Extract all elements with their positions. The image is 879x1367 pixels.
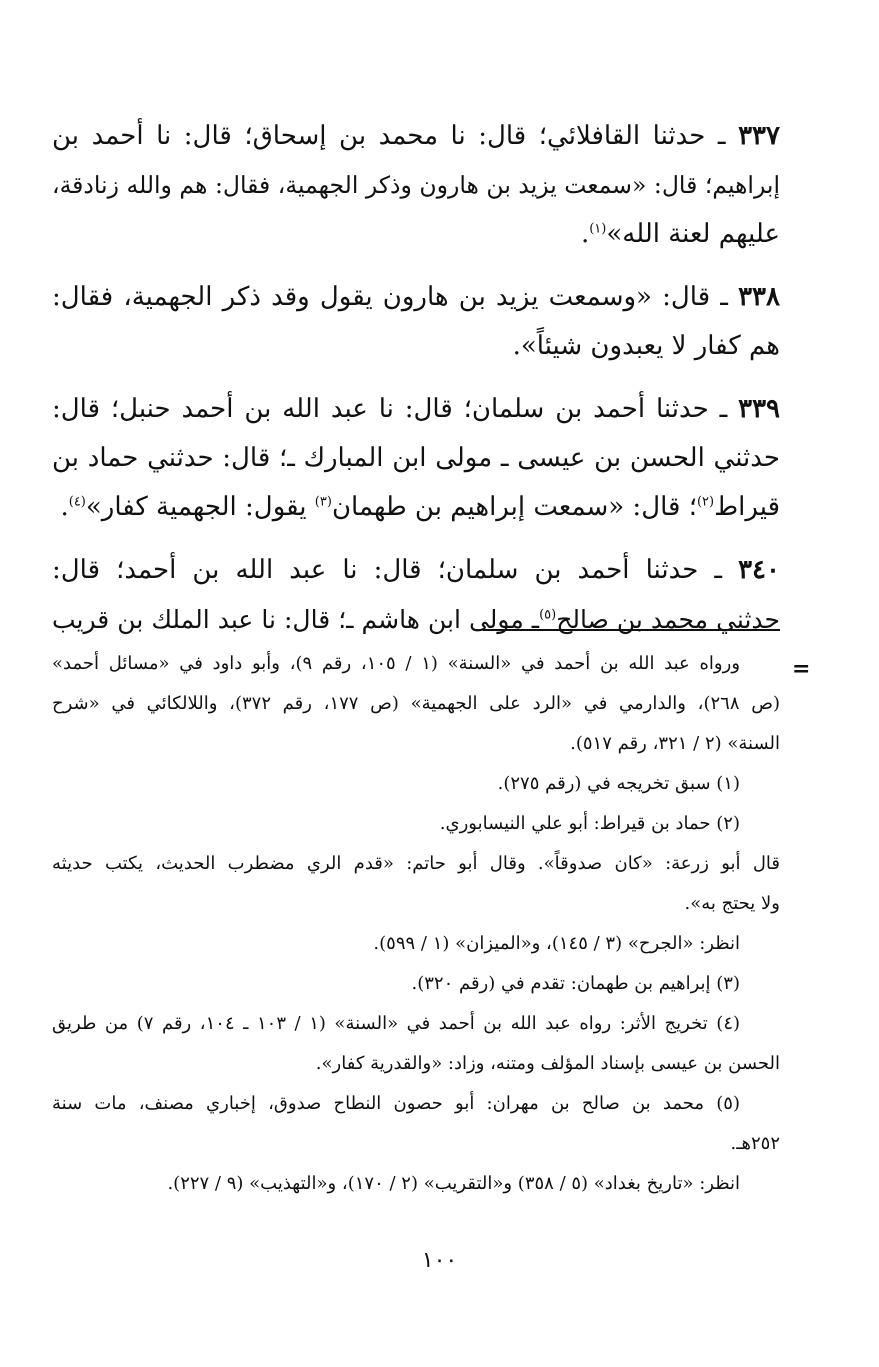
footnote-line: (٢) حماد بن قيراط: أبو علي النيسابوري. [439, 813, 740, 834]
footnote-line: (٥) محمد بن صالح بن مهران: أبو حصون النطاح صدوق، إخباري مصنف، مات سنة [52, 1093, 740, 1114]
footnote-ref: (٤) [68, 494, 86, 510]
text-line: ٣٣٩ ـ حدثنا أحمد بن سلمان؛ قال: نا عبد الله بن أحمد حنبل؛ قال: [52, 394, 781, 424]
footnote-separator [483, 629, 780, 631]
paragraph-337 [52, 112, 780, 259]
footnote-ref: (٣) [314, 494, 332, 510]
footnote-line: (٣) إبراهيم بن طهمان: تقدم في (رقم ٣٢٠). [411, 973, 740, 994]
footnote-line: ورواه عبد الله بن أحمد في «السنة» (١ / ١٠٥، رقم ٩)، وأبو داود في «مسائل أحمد» [52, 653, 741, 674]
footnote-ref: (٥) [539, 607, 557, 623]
text-line: حدثني الحسن بن عيسى ـ مولى ابن المبارك ـ؛ قال: حدثني حماد بن [52, 443, 780, 473]
footnote-line: (ص ٢٦٨)، والدارمي في «الرد على الجهمية» (ص ١٧٧، رقم ٣٧٢)، واللالكائي في «شرح [52, 693, 780, 714]
footnote-line: انظر: «الجرح» (٣ / ١٤٥)، و«الميزان» (١ / ٥٩٩). [373, 933, 740, 954]
paragraph-339 [52, 385, 780, 532]
footnotes [52, 644, 780, 1204]
text-line: قيراط$^{(٢)}$؛ قال: «سمعت إبراهيم بن طهمان$^{(٣)}$ يقول: الجهمية كفار»$^{(٤)}$. [60, 492, 780, 522]
footnote-line: السنة» (٢ / ٣٢١، رقم ٥١٧). [570, 733, 780, 754]
footnote-line: الحسن بن عيسى بإسناد المؤلف ومتنه، وزاد: «والقدرية كفار». [315, 1053, 780, 1074]
hadith-number: ٣٤٠ [738, 555, 780, 585]
text-line: هم كفار لا يعبدون شيئاً». [512, 331, 780, 361]
footnote-ref: (١) [589, 221, 607, 237]
footnote-line: (٤) تخريج الأثر: رواه عبد الله بن أحمد في «السنة» (١ / ١٠٣ ـ ١٠٤، رقم ٧) من طريق [52, 1013, 741, 1034]
footnote-line: انظر: «تاريخ بغداد» (٥ / ٣٥٨) و«التقريب» (٢ / ١٧٠)، و«التهذيب» (٩ / ٢٢٧). [167, 1173, 740, 1194]
hadith-number: ٣٣٩ [738, 394, 781, 424]
text-line: ٣٤٠ ـ حدثنا أحمد بن سلمان؛ قال: نا عبد الله بن أحمد؛ قال: [52, 555, 780, 585]
text-line: ٣٣٧ ـ حدثنا القافلائي؛ قال: نا محمد بن إسحاق؛ قال: نا أحمد بن [52, 121, 780, 151]
paragraph-338 [52, 273, 780, 371]
continuation-mark: = [792, 656, 811, 682]
footnote-line: ٢٥٢هـ. [730, 1133, 780, 1154]
footnote-line: (١) سبق تخريجه في (رقم ٢٧٥). [497, 773, 740, 794]
footnote-ref: (٢) [696, 494, 715, 510]
text-line: حدثني محمد بن صالح$^{(٥)}$ـ مولى ابن هاشم ـ؛ قال: نا عبد الملك بن قريب [52, 605, 780, 634]
text-line: إبراهيم؛ قال: «سمعت يزيد بن هارون وذكر الجهمية، فقال: هم والله زنادقة، [52, 171, 780, 199]
hadith-number: ٣٣٧ [738, 121, 780, 151]
hadith-number: ٣٣٨ [738, 282, 780, 312]
footnote-line: قال أبو زرعة: «كان صدوقاً». وقال أبو حاتم: «قدم الري مضطرب الحديث، يكتب حديثه [52, 853, 780, 874]
page-number: ١٠٠ [421, 1248, 458, 1273]
text-line: عليهم لعنة الله»$^{(١)}$. [580, 219, 780, 249]
footnote-line: ولا يحتج به». [684, 893, 780, 914]
main-text [52, 112, 780, 658]
text-line: ٣٣٨ ـ قال: «وسمعت يزيد بن هارون يقول وقد ذكر الجهمية، فقال: [52, 282, 780, 312]
